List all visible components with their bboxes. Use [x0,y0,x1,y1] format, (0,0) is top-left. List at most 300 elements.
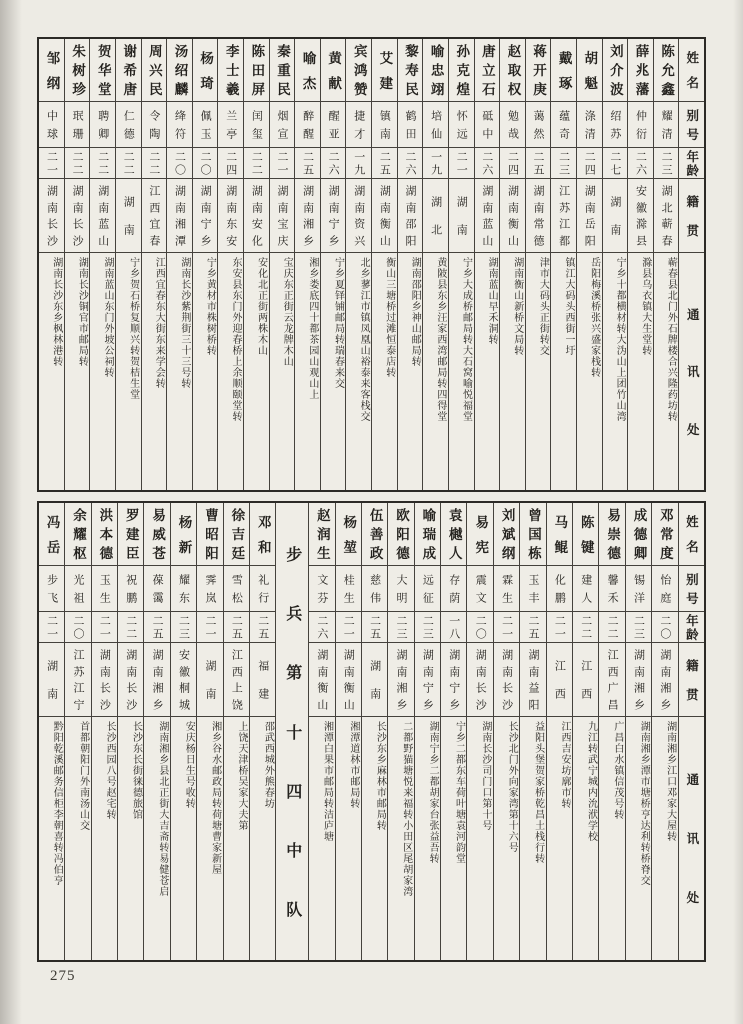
person-name-char: 李 [223,44,239,58]
header-alias-label-char: 别 [684,108,699,122]
section-divider-char: 四 [283,782,301,799]
person-name-char: 汤 [172,44,188,58]
person-alias [626,566,651,612]
person-name [309,503,334,566]
person-alias-char: 德 [122,128,135,140]
person-name [628,39,653,102]
person-origin-char: 衡 [342,682,355,694]
person-origin-char: 乡 [395,699,408,711]
person-age-char: 二 [256,614,269,626]
person-age-char: 二 [532,150,545,162]
person-name-char: 善 [367,527,383,541]
person-name-char: 樾 [446,527,462,541]
person-address: 九江转武宁城内沇洑学校 [585,721,597,842]
person-origin-char: 乡 [301,235,314,247]
person-origin-char: 宁 [421,682,434,694]
person-age-char: 五 [526,628,539,640]
person-origin-char: 南 [301,201,314,213]
person-alias-char: 耀 [177,573,190,585]
person-origin-char: 德 [532,235,545,247]
person-name [526,39,551,102]
person-name-char: 开 [531,63,547,77]
person-name-char: 润 [314,527,330,541]
person-name [626,503,651,566]
person-column [243,39,269,490]
person-address: 湖南蓝山早禾洞转 [486,257,498,345]
person-alias-char: 葆 [151,573,164,585]
header-address-label [679,717,704,960]
person-origin-char: 乡 [632,699,645,711]
person-name [218,39,243,102]
header-age-label-char: 龄 [684,163,699,177]
person-origin-char: 南 [526,665,539,677]
person-column [64,39,90,490]
person-origin-char: 宁 [447,682,460,694]
person-name [346,39,371,102]
person-name [90,39,115,102]
header-address-label-char: 通 [685,307,700,321]
person-name-char: 秦 [274,44,290,58]
person-origin-char: 江 [71,648,84,660]
person-age-char: 二 [500,614,513,626]
person-name [372,39,397,102]
person-alias-char: 庭 [658,592,671,604]
person-origin-char: 江 [71,682,84,694]
person-origin-char: 昌 [606,699,619,711]
person-name-char: 堃 [341,539,357,554]
person-origin-char: 南 [608,224,621,235]
person-origin-char: 南 [124,665,137,677]
person-column [192,39,218,490]
person-origin [547,643,572,717]
person-age [336,612,361,643]
person-age [441,612,466,643]
person-age-char: 二 [173,150,186,162]
person-alias [372,102,397,148]
person-age-char: 二 [124,614,137,626]
person-alias-char: 步 [45,573,58,585]
person-age-char: 二 [608,150,621,162]
person-name [475,39,500,102]
person-address: 湘乡谷水邮政局转荷塘曹家新屋 [209,721,221,875]
person-name-char: 翊 [428,82,444,96]
person-origin-char: 南 [122,224,135,235]
person-alias [573,566,598,612]
person-address: 滁县乌衣镇大生堂转 [639,257,651,356]
person-age-char: 二 [96,150,109,162]
person-origin [270,179,295,253]
person-origin-char: 上 [230,682,243,694]
person-alias-char: 鹏 [553,592,566,604]
person-age [577,148,602,179]
header-age-label-char: 年 [684,613,699,627]
person-origin [628,179,653,253]
person-alias-char: 玉 [98,573,111,585]
person-alias-char: 仙 [429,128,442,140]
person-name [116,39,141,102]
person-age-char: 一 [342,628,355,640]
person-name [244,39,269,102]
person-origin [415,643,440,717]
person-age [171,612,196,643]
person-name [652,503,677,566]
person-age-char: 六 [634,164,647,176]
person-address: 首都朝阳门外南汤山交 [77,721,89,831]
person-name-char: 建 [377,75,393,90]
person-alias-char: 鹤 [404,109,416,121]
person-alias-char: 馨 [606,573,619,585]
person-origin-char: 南 [447,665,460,677]
header-address-label-char: 讯 [685,365,700,378]
person-name [551,39,576,102]
person-alias [167,102,192,148]
person-origin-char: 江 [557,184,570,196]
person-age [39,148,64,179]
person-origin [599,643,624,717]
person-name-char: 鸿 [351,63,367,77]
person-name-char: 易 [473,514,489,529]
person-age-char: 五 [230,628,243,640]
person-origin-char: 安 [224,235,237,247]
person-alias [449,102,474,148]
person-origin [449,179,474,253]
person-origin-char: 南 [224,201,237,213]
person-origin [423,179,448,253]
person-name-char: 徐 [229,508,245,522]
person-origin-char: 阳 [526,699,539,711]
person-origin-char: 南 [199,201,212,213]
person-name-char: 喻 [420,508,436,522]
person-age-char: 五 [151,628,164,640]
person-column [91,503,117,960]
person-column [387,503,413,960]
person-address: 衡山三塘桥过滩恒泰店转 [383,257,395,378]
person-alias [652,566,677,612]
person-name-char: 欧 [394,508,410,522]
header-name-label-char: 名 [684,540,699,553]
person-alias-char: 珊 [71,128,84,140]
person-address: 二都野猫塘悦来福转小田区尾胡家湾 [400,721,412,897]
person-origin-char: 南 [71,201,84,213]
person-origin-char: 滁 [634,218,647,230]
person-age-char: 一 [203,628,216,640]
person-address: 长沙西园八号赵宅转 [104,721,116,820]
person-address: 湖南湘乡潭市塘桥亨达利转桥脊交 [638,721,650,886]
person-alias [39,102,64,148]
person-age-char: 九 [352,164,365,176]
person-age-char: 二 [96,164,109,176]
person-age [142,148,167,179]
person-address: 湖南蓝山东门外坡公祠转 [101,257,113,378]
person-age-char: 三 [660,164,673,176]
person-address: 湖南长沙紫荆街三十三号转 [178,257,190,389]
person-name-char: 唐 [121,82,137,96]
person-name [423,39,448,102]
person-alias-char: 烟 [275,109,288,121]
person-column [397,39,423,490]
person-name-char: 克 [454,63,470,77]
person-address: 宁乡二都东车荷叶塘袁河韵堂 [453,721,465,864]
person-origin-char: 衡 [378,218,391,230]
person-origin [65,643,90,717]
person-column [117,503,143,960]
person-name [577,39,602,102]
person-alias-char: 玉 [526,573,539,585]
person-origin-char: 湖 [658,648,671,660]
person-origin-char: 南 [352,201,365,213]
person-alias-char: 震 [474,573,487,585]
person-origin-char: 湖 [429,196,442,207]
person-alias [244,102,269,148]
person-name-char: 斌 [499,527,515,541]
person-name [362,503,387,566]
person-column [361,503,387,960]
person-alias-char: 化 [553,573,566,585]
person-name [65,503,90,566]
person-name-char: 献 [326,75,342,90]
person-name-char: 臣 [123,546,139,560]
person-age-char: 三 [632,628,645,640]
person-origin-char: 宁 [199,218,212,230]
person-origin-char: 宜 [147,218,160,230]
person-alias-char: 岚 [203,592,216,604]
person-origin [398,179,423,253]
person-alias-char: 兰 [224,109,237,121]
person-address: 宝庆东正街云龙牌木山 [281,257,293,367]
person-age-char: 四 [506,164,519,176]
person-name-char: 兆 [633,63,649,77]
person-name-char: 政 [367,546,383,560]
person-column [525,39,551,490]
person-alias [116,102,141,148]
person-alias-char: 生 [98,592,111,604]
person-origin-char: 湖 [395,648,408,660]
header-origin-label-char: 籍 [684,195,699,208]
person-name-char: 黄 [326,50,342,65]
person-age [90,148,115,179]
person-origin [346,179,371,253]
person-name-char: 阳 [202,546,218,560]
person-origin-char: 桐 [177,682,190,694]
person-origin [218,179,243,253]
person-origin-char: 南 [658,665,671,677]
person-origin-char: 乡 [199,235,212,247]
person-origin-char: 庆 [275,235,288,247]
person-age-char: 二 [526,614,539,626]
person-alias-char: 南 [378,128,391,140]
person-age-char: 二 [660,150,673,162]
person-origin-char: 南 [342,665,355,677]
person-origin-char: 南 [506,201,519,213]
person-age-char: 六 [480,164,493,176]
person-name [167,39,192,102]
person-name [118,503,143,566]
person-address: 宁乡大成桥邮局转大石窝喻悦福堂 [460,257,472,422]
person-address: 岳阳梅溪桥张兴盛家栈转 [588,257,600,378]
person-origin [193,179,218,253]
person-origin-char: 山 [342,699,355,711]
person-age-char: 二 [658,614,671,626]
person-column [576,39,602,490]
person-origin-char: 苏 [71,665,84,677]
person-column [141,39,167,490]
person-column [320,39,346,490]
person-alias-char: 哉 [506,128,519,140]
section-divider-char: 队 [283,900,301,917]
person-alias [321,102,346,148]
person-name-char: 树 [70,63,86,77]
person-alias-char: 田 [404,128,416,140]
person-alias [270,102,295,148]
person-name-char: 杰 [300,75,316,90]
person-origin-char: 湖 [583,184,596,196]
person-name-char: 德 [394,546,410,560]
person-age-char: 二 [455,150,468,162]
person-address: 北乡蓼江市镇凤凰山裕泰来客栈交 [358,257,370,422]
person-age-char: 二 [230,614,243,626]
person-alias [398,102,423,148]
person-alias-char: 聘 [96,109,109,121]
person-age-char: 二 [45,614,58,626]
person-alias [346,102,371,148]
person-alias-char: 东 [177,592,190,604]
person-origin-char: 阳 [404,235,416,247]
person-name [92,503,117,566]
person-name-char: 成 [631,508,647,522]
person-name-char: 赵 [314,508,330,522]
person-name-char: 卿 [631,546,647,560]
person-age-char: 三 [557,164,570,176]
person-alias [144,566,169,612]
person-name-char: 德 [97,546,113,560]
person-name [500,39,525,102]
person-column [89,39,115,490]
person-name-char: 珍 [70,82,86,96]
person-column [651,503,677,960]
person-address: 宁乡贺石桥复顺兴转贺桔生堂 [127,257,139,400]
person-origin-char: 饶 [230,699,243,711]
person-alias-char: 仁 [122,109,135,121]
person-alias-char: 霖 [500,573,513,585]
person-name-char: 威 [150,527,166,541]
person-name-char: 周 [146,44,162,58]
person-origin-char: 湖 [151,648,164,660]
section-divider-infantry-14th-company [275,503,308,960]
person-alias-char: 存 [447,573,460,585]
person-age-char: 二 [122,150,135,162]
person-age-char: 一 [98,628,111,640]
person-name-char: 邓 [657,508,673,522]
person-alias [467,566,492,612]
person-name-char: 艾 [377,50,393,65]
person-address: 江西宜春东大街东来学会转 [153,257,165,389]
person-origin-char: 潭 [173,235,186,247]
header-origin-label-char: 籍 [684,659,699,672]
person-origin-char: 蓝 [480,218,493,230]
person-age-char: 二 [606,614,619,626]
person-name [467,503,492,566]
person-origin-char: 长 [474,682,487,694]
person-age-char: 三 [177,628,190,640]
person-origin-char: 湖 [368,660,381,671]
person-name-char: 胡 [582,50,598,65]
person-age-char: 二 [557,150,570,162]
person-alias-char: 远 [421,573,434,585]
person-column [474,39,500,490]
person-age-char: 〇 [71,628,84,640]
person-origin-char: 阳 [583,235,596,247]
person-origin-char: 长 [71,218,84,230]
person-column [440,503,466,960]
person-origin-char: 北 [660,201,673,213]
person-alias-char: 珉 [71,109,84,121]
person-origin-char: 沙 [98,699,111,711]
person-alias-char: 才 [352,128,365,140]
person-alias-char: 怡 [658,573,671,585]
person-address: 宁乡夏铎铺邮局转瑞春来交 [332,257,344,389]
person-origin [171,643,196,717]
person-alias-char: 行 [256,592,269,604]
person-name-char: 杨 [341,514,357,529]
person-age [65,148,90,179]
person-alias [250,566,275,612]
person-origin-char: 湖 [532,184,545,196]
person-origin-char: 益 [526,682,539,694]
header-column [678,39,704,490]
person-origin-char: 山 [378,235,391,247]
person-alias-char: 生 [342,592,355,604]
person-age [628,148,653,179]
person-name-char: 田 [249,63,265,77]
person-name-char: 权 [505,82,521,96]
person-name-char: 冯 [44,514,60,529]
person-name-char: 新 [176,539,192,554]
person-alias [90,102,115,148]
person-age-char: 二 [71,164,84,176]
person-origin-char: 湖 [404,184,416,196]
person-name-char: 度 [657,546,673,560]
person-column [308,503,334,960]
person-age-char: 六 [404,164,416,176]
person-name-char: 立 [479,63,495,77]
person-name-char: 希 [121,63,137,77]
person-name-char: 兴 [146,63,162,77]
person-column [115,39,141,490]
person-column [269,39,295,490]
person-origin-char: 城 [177,699,190,711]
person-address: 东安县东门外迎春桥上余顺颐堂转 [230,257,242,422]
person-address: 宁乡十都横材转大沩山上团竹山湾 [614,257,626,422]
person-age-char: 一 [447,614,460,626]
person-alias-char: 慈 [368,573,381,585]
person-origin-char: 南 [395,665,408,677]
person-address: 湖南衡山新桥文局转 [511,257,523,356]
person-name-char: 允 [659,63,675,77]
person-alias [224,566,249,612]
person-age-char: 二 [224,150,237,162]
person-column [217,39,243,490]
person-age-char: 一 [352,150,365,162]
person-address: 黔阳乾溪邮务信柜李朝喜转冯伯亨 [51,721,63,886]
person-name [65,39,90,102]
person-origin-char: 宁 [71,699,84,711]
person-origin-char: 南 [632,665,645,677]
person-age [167,148,192,179]
person-alias [197,566,222,612]
person-alias-char: 玉 [199,128,212,140]
person-age-char: 一 [429,150,442,162]
header-age-label-char: 龄 [684,627,699,641]
